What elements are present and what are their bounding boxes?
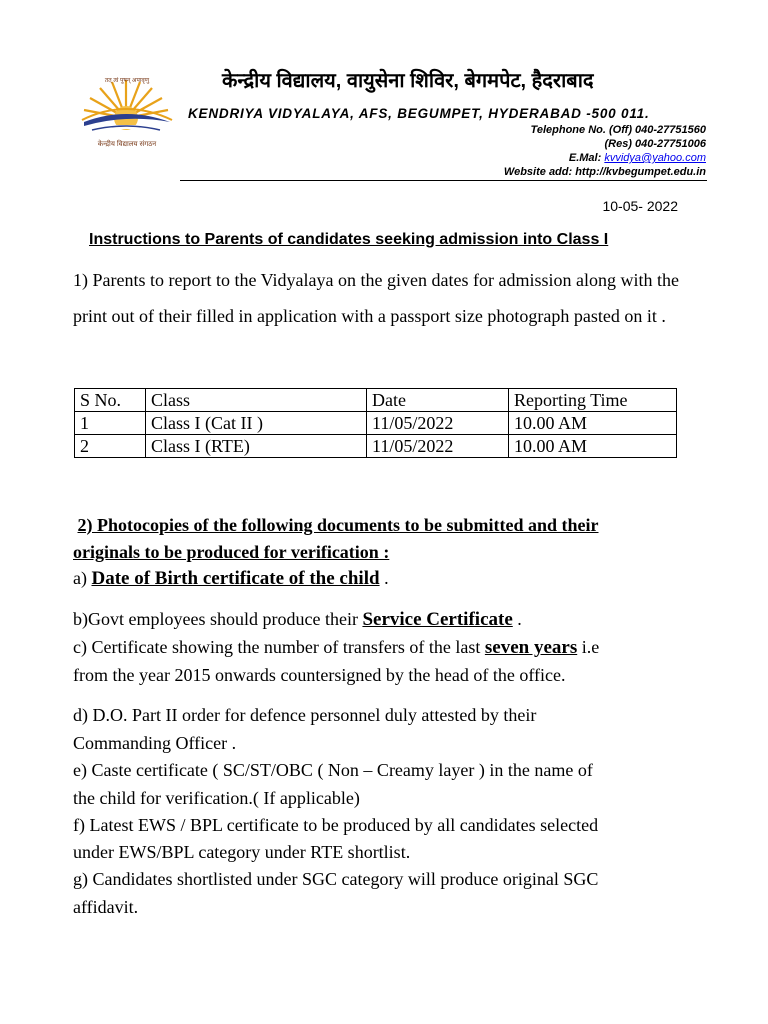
item-e-line2: the child for verification.( If applicable) [73, 788, 360, 808]
item-c-prefix: c) Certificate showing the number of transfers of the last [73, 637, 485, 657]
item-a-suffix: . [379, 568, 389, 588]
logo-caption: केन्द्रीय विद्यालय संगठन [97, 141, 157, 148]
intro-paragraph: 1) Parents to report to the Vidyalaya on the given dates for admission along with the print out of their filled in application with a passport size photograph pasted on it . [73, 270, 679, 326]
telephone-office: Telephone No. (Off) 040-27751560 [530, 124, 706, 136]
item-f-line2: under EWS/BPL category under RTE shortlist. [73, 842, 411, 862]
english-school-name: KENDRIYA VIDYALAYA, AFS, BEGUMPET, HYDERABAD -500 011. [188, 106, 650, 121]
cell-time: 10.00 AM [509, 435, 677, 458]
cell-date: 11/05/2022 [367, 412, 509, 435]
cell-sno: 2 [75, 435, 146, 458]
cell-time: 10.00 AM [509, 412, 677, 435]
email-line [569, 152, 706, 164]
school-logo [78, 74, 176, 162]
header-date: Date [367, 389, 509, 412]
item-b-suffix: . [512, 609, 522, 629]
email-label: E.Mal: [568, 152, 602, 164]
item-c-line1 [73, 637, 599, 659]
header-divider [180, 180, 707, 181]
hindi-school-name: केन्द्रीय विद्यालय, वायुसेना शिविर, बेगमपेट, हैदराबाद [222, 70, 594, 92]
schedule-table [74, 388, 677, 458]
table-row [75, 412, 677, 435]
item-c-suffix: i.e [577, 637, 600, 657]
header-class: Class [146, 389, 367, 412]
cell-class: Class I (RTE) [146, 435, 367, 458]
document-date: 10-05- 2022 [602, 198, 678, 214]
website-line[interactable]: Website add: http://kvbegumpet.edu.in [503, 166, 706, 178]
header-reporting-time: Reporting Time [509, 389, 677, 412]
item-c-line2: from the year 2015 onwards countersigned by the head of the office. [73, 665, 566, 685]
item-a-text: Date of Birth certificate of the child [91, 568, 380, 589]
item-d-line1: d) D.O. Part II order for defence personnel duly attested by their [73, 705, 537, 725]
header-sno: S No. [75, 389, 146, 412]
item-d-line2: Commanding Officer . [73, 733, 237, 753]
section2-heading [73, 512, 599, 566]
item-a [73, 568, 389, 590]
email-link[interactable]: kvvidya@yahoo.com [604, 152, 706, 164]
item-a-prefix: a) [73, 568, 92, 588]
item-b-bold: Service Certificate [362, 609, 513, 630]
section2-title-line2: originals to be produced for verification : [73, 542, 390, 562]
telephone-residence: (Res) 040-27751006 [604, 138, 706, 150]
cell-date: 11/05/2022 [367, 435, 509, 458]
cell-sno: 1 [75, 412, 146, 435]
item-g-line1: g) Candidates shortlisted under SGC category will produce original SGC [73, 869, 599, 889]
item-c-bold: seven years [484, 637, 578, 658]
cell-class: Class I (Cat II ) [146, 412, 367, 435]
logo-motto: तत् त्वं पूषन् अपावृणु [104, 78, 150, 84]
table-row [75, 435, 677, 458]
item-b [73, 609, 522, 631]
section2-title-line1: 2) Photocopies of the following documents to be submitted and their [77, 515, 599, 535]
item-b-prefix: b)Govt employees should produce their [73, 609, 363, 629]
item-e-line1: e) Caste certificate ( SC/ST/OBC ( Non – Creamy layer ) in the name of [73, 760, 593, 780]
item-f-line1: f) Latest EWS / BPL certificate to be produced by all candidates selected [73, 815, 599, 835]
table-header-row [75, 389, 677, 412]
instructions-heading: Instructions to Parents of candidates seeking admission into Class I [89, 231, 609, 248]
item-g-line2: affidavit. [73, 897, 139, 917]
